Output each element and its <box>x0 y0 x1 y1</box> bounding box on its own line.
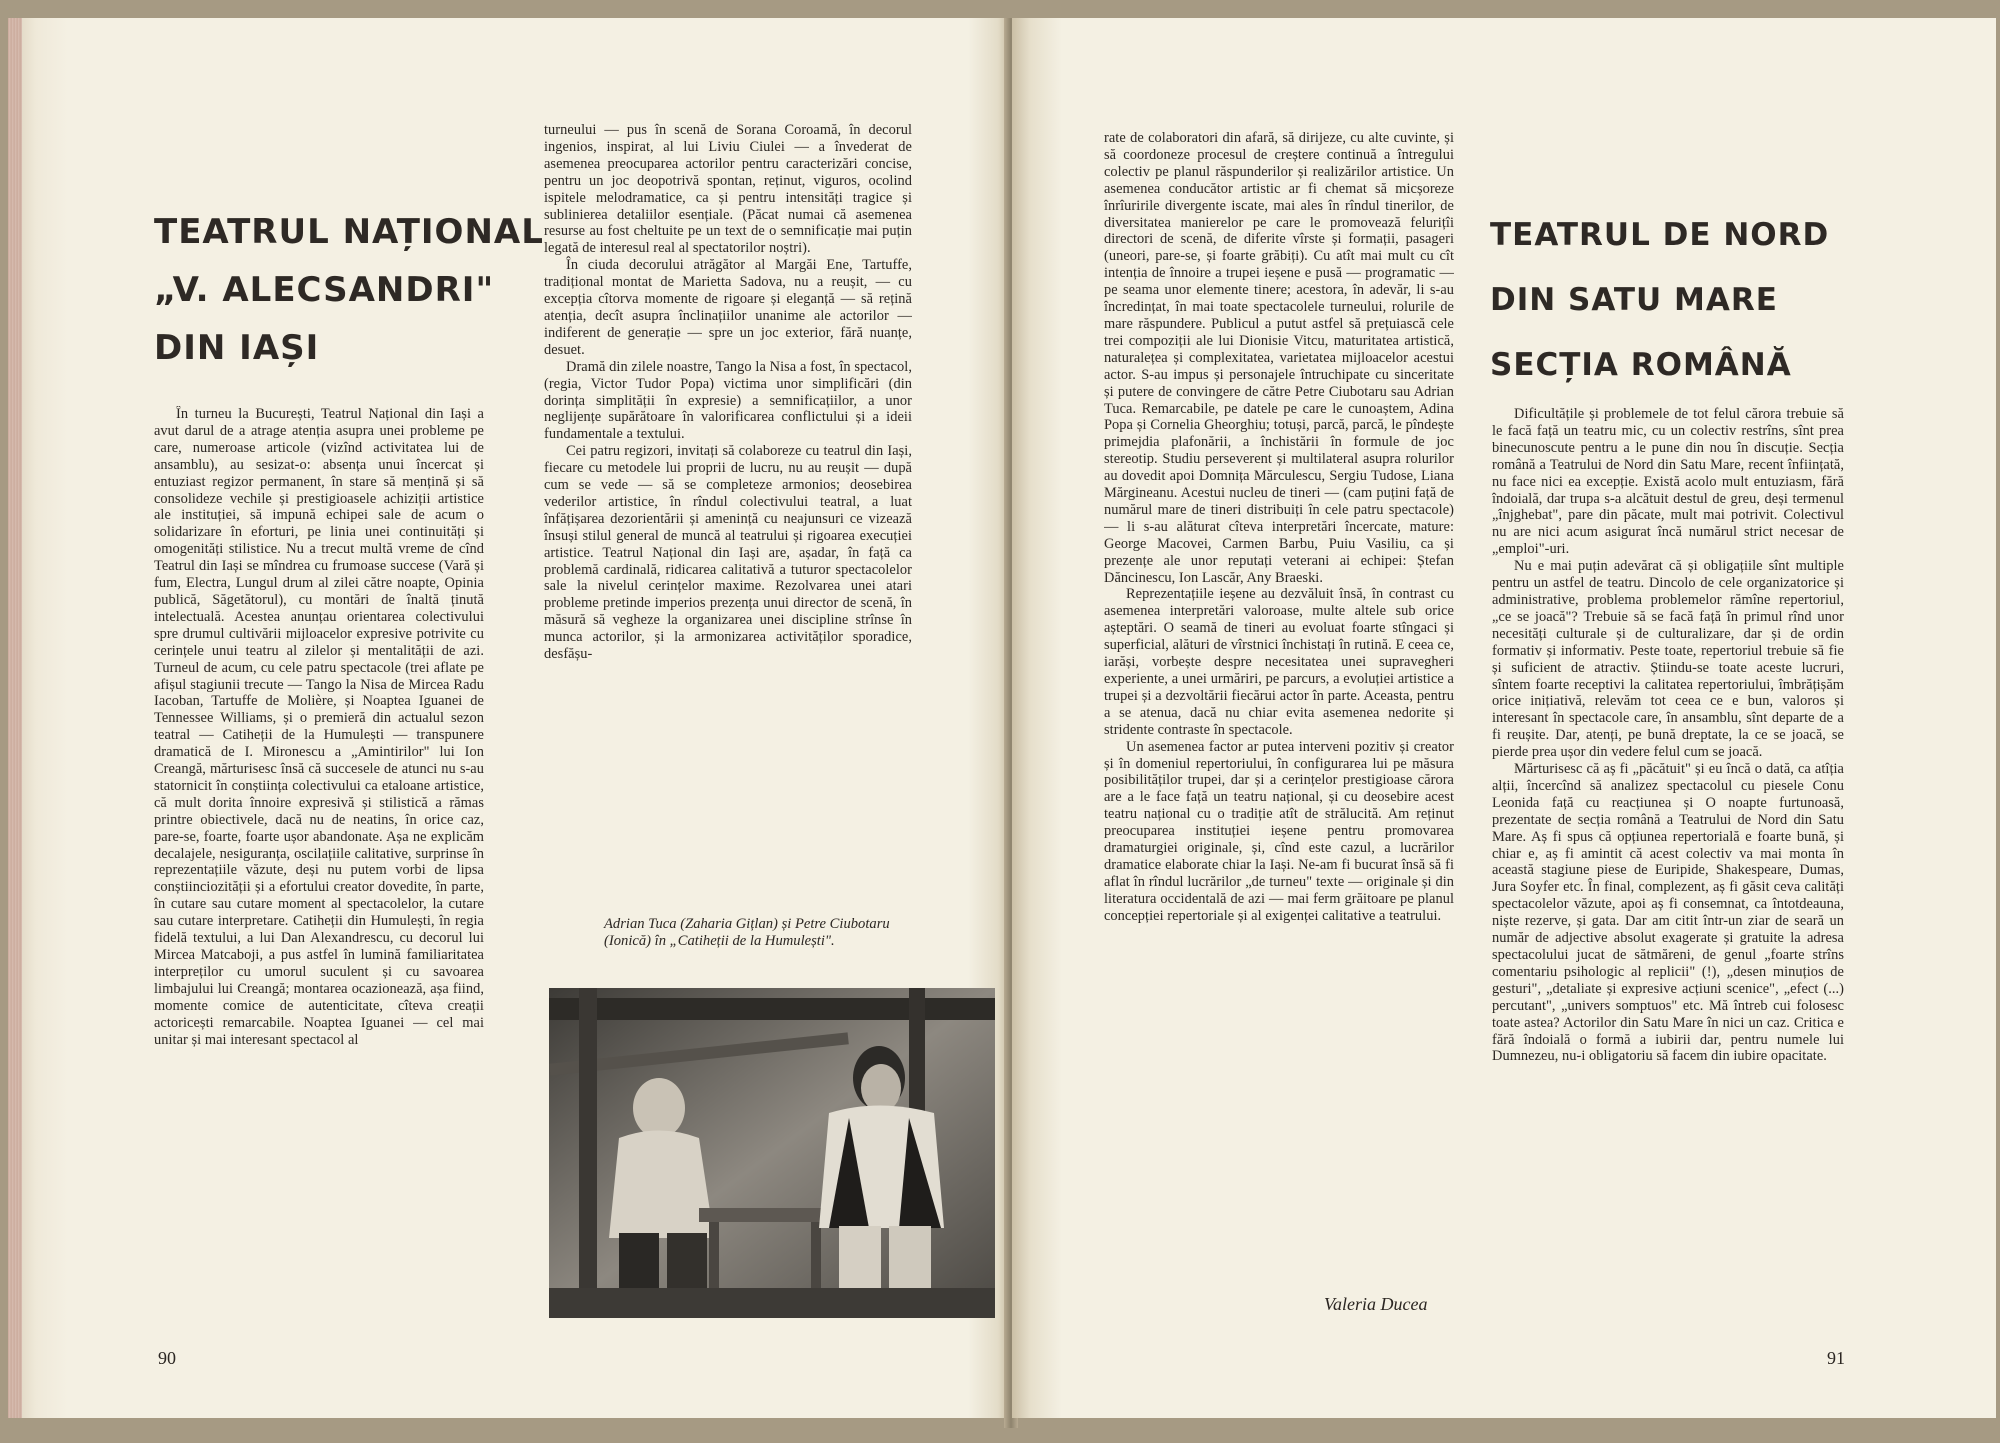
paragraph: Un asemenea factor ar putea interveni pozitiv și creator și în domeniul repertoriului, în configurarea lui pe măsura posibilităților trupei, dar și a cerințelor prestigioase cărora are a le face față un teatru național, și cu deosebire acest teatru național cu o tradiție atît de strălucită. Am reținut preocuparea instituției ieșene pentru promovarea dramaturgiei originale, și, cînd este cazul, a lucrărilor dramatice elaborate chiar la Iași. Ne-am fi bucurat însă să fi aflat în rîndul lucrărilor „de turneu" texte — originale și din literatura occidentală de azi — mai ferm grăitoare pe planul concepției repertoriale și al exigenței calitative a teatrului. <box>1104 738 1454 924</box>
page-edge <box>8 18 22 1418</box>
paragraph: În turneu la București, Teatrul Național din Iași a avut darul de a atrage atenția asupra unei probleme pe care, numeroase articole (vizînd activitatea lui de ansamblu), au sesizat-o: absența unui încercat și entuziast regizor permanent, în stare să mențină și să consolideze vechile și prestigioasele achiziții artistice ale instituției, să impună echipei sale de acum o solidarizare în eforturi, pe linia unei continuități și omogenități stilistice. Nu a trecut multă vreme de cînd Teatrul din Iași se mîndrea cu frumoase succese (Vară și fum, Electra, Lungul drum al zilei către noapte, Opinia publică, Săgetătorul), cu montări de înaltă ținută intelectuală. Acestea anunțau orientarea colectivului spre drumul cultivării mijloacelor expresive potrivite cu cerințele unui teatru al zilelor și mentalității de azi. Turneul de acum, cu cele patru spectacole (trei aflate pe afișul stagiunii trecute — Tango la Nisa de Mircea Radu Iacoban, Tartuffe de Molière, și Noaptea Iguanei de Tennessee Williams, și o premieră din actualul sezon teatral — Catiheții de la Humulești — transpunere dramatică de I. Mironescu a „Amintirilor" lui Ion Creangă, mărturisesc însă că succesele de atunci nu s-au statornicit în conștiința colectivului ca etaloane artistice, că mult dorita înnoire expresivă și stilistică a rămas printre obiectivele, dacă nu de neatins, în orice caz, pare-se, foarte, foarte ușor abandonate. Așa ne explicăm decalajele, nesiguranța, oscilațiile calitative, surprinse în reprezentațiile văzute, deși nu putem vorbi de lipsa conștiinciozității și a efortului creator dovedite, în parte, în cutare sau cutare moment al spectacolelor, la cutare sau cutare interpretare. Catiheții din Humulești, în regia fidelă textului, a lui Dan Alexandrescu, cu decorul lui Mircea Matcaboji, a pus astfel în lumină familiaritatea interpreților cu umorul suculent și cu savoarea limbajului lui Creangă; montarea ocazionează, așa fiind, momente comice de autenticitate, cîteva creații actoricești remarcabile. Noaptea Iguanei — cel mai unitar și mai interesant spectacol al <box>154 406 484 1048</box>
left-column-1 <box>154 406 484 1326</box>
paragraph: rate de colaboratori din afară, să dirijeze, cu alte cuvinte, și să coordoneze procesul de creștere continuă a întregului colectiv pe planul răspunderilor și realizărilor artistice. Un asemenea conducător artistic ar fi chemat să micșoreze înrîuririle divergente iscate, mai ales în rîndul tinerilor, de diversitatea manierelor pe care le promovează felurițîi directori de scenă, de diferite vîrste și formații, pasageri (uneori, pare-se, și foarte grăbiți). Cu atît mai mult cu cît intenția de înnoire a trupei ieșene e pusă — programatic — pe seama unor elemente tinere; acestora, în adevăr, li s-au încredințat, în mai toate spectacolele turneului, rolurile de mare răspundere. Publicul a putut astfel să prețuiască cele trei compoziții ale lui Dionisie Vitcu, maturitatea artistică, naturalețea și complexitatea, varietatea mijloacelor acestui actor. S-au impus și personajele întruchipate cu sinceritate și putere de convingere de către Petre Ciubotaru sau Adrian Tuca. Remarcabile, pe datele pe care le cunoaștem, Adina Popa și Cornelia Gheorghiu; totuși, parcă, parcă, le pîndește primejdia plafonării, a închistării în formule de joc stereotip. Studiu perseverent și multilateral asupra rolurilor au dovedit apoi Domnița Mărculescu, Sergiu Tudose, Liana Mărgineanu. Acestui nucleu de tineri — (cam puțini față de numărul mare de tineri distribuiți în cele patru spectacole) — li s-au alăturat cîteva interpretări încercate, mature: George Macovei, Carmen Barbu, Puiu Vasiliu, ca și prezențe ale unor reputați veterani ai echipei: Ștefan Dăncinescu, Ion Lascăr, Any Braeski. <box>1104 130 1454 586</box>
paragraph: Dramă din zilele noastre, Tango la Nisa a fost, în spectacol, (regia, Victor Tudor Popa) victima unor simplificări (din dorința simplității în expresie) a semnificațiilor, a unor neglijențe supărătoare în valorificarea conflictului și a ideii fundamentale a textului. <box>544 358 912 443</box>
paragraph: Reprezentațiile ieșene au dezvăluit însă, în contrast cu asemenea interpretări valoroase, multe altele sub orice așteptări. O seamă de tineri au evoluat foarte stîngaci și superficial, alături de vîrstnici închistați în rutină. E ceea ce, iarăși, vorbește despre necesitatea unei supravegheri experiente, a unei urmăriri, pe parcurs, a evoluției artistice a trupei și a dezvoltării fiecărui actor în parte. Aceasta, pentru a se atenua, dacă nu chiar evita asemenea nedorite și stridente contraste în spectacole. <box>1104 586 1454 738</box>
paragraph: Cei patru regizori, invitați să colaboreze cu teatrul din Iași, fiecare cu metodele lui proprii de lucru, nu au reușit — după cum se vede — să se completeze armonios; deosebirea vederilor artistice, în rîndul colectivului teatral, a luat înfățișarea dezorientării și amenință cu neajunsuri ce vizează însuși stilul general de muncă al teatrului și rigoarea execuției artistice. Teatrul Național din Iași are, așadar, în față ca problemă cardinală, ridicarea calitativă a tuturor spectacolelor sale la nivelul cerințelor maxime. Rezolvarea unei atari probleme pretinde imperios prezența unui director de scenă, în măsură să vegheze la organizarea unei discipline strînse în munca actorilor, și la armonizarea activităților sporadice, desfășu- <box>544 443 912 663</box>
right-column-2 <box>1492 406 1844 1328</box>
paragraph: turneului — pus în scenă de Sorana Coroamă, în decorul ingenios, inspirat, al lui Liviu Ciulei — a învederat de asemenea preocuparea actorilor pentru caracterizări concise, pentru un joc deopotrivă spontan, reținut, viguros, ocolind ispitele melodramatice, ca și pentru intensități tragice și sublinierea detaliilor esențiale. (Păcat numai că asemenea resurse au fost cheltuite pe un text de o semnificație mai puțin legată de interesul real al spectatorilor noștri). <box>544 122 912 257</box>
article-title-iasi <box>154 203 544 377</box>
title-line: DIN IAȘI <box>154 328 320 368</box>
paragraph: Nu e mai puțin adevărat că și obligațiile sînt multiple pentru un astfel de teatru. Dincolo de cele organizatorice și administrative, problema problemelor rămîne repertoriul, „ce se joacă"? Trebuie să se facă față în primul rînd unor necesități culturale și de culturalizare, dar și de ordin formativ și informativ. Peste toate, repertoriul trebuie să fie și suficient de atractiv. Știindu-se toate aceste lucruri, sîntem foarte receptivi la calitatea repertoriului, îmbrățișăm orice inițiativă, relevăm tot ceea ce e bun, valoros și interesant în spectacole care, în ansamblu, sînt departe de a fi reușite. Dar, atenți, pe bună dreptate, la ce se joacă, se pierde prea ușor din vedere felul cum se joacă. <box>1492 558 1844 761</box>
author-signature: Valeria Ducea <box>1324 1294 1428 1314</box>
paragraph: Mărturisesc că aș fi „păcătuit" și eu încă o dată, ca atîția alții, încercînd să analizez spectacolul cu piesele Conu Leonida față cu reacțiunea și O noapte furtunoasă, prezentate de secția română a Teatrului de Nord din Satu Mare. Aș fi spus că opțiunea repertorială e foarte bună, și chiar e, aș fi amintit că acest colectiv va mai monta în această stagiune piese de Euripide, Shakespeare, Dumas, Jura Soyfer etc. În final, complezent, aș fi găsit ceva calități spectacolelor văzute, apoi aș fi consemnat, ca întotdeauna, niște rezerve, și gata. Dar am citit într-un ziar de seară un număr de adjective absolut exagerate și gratuite la adresa spectacolului jucat de sătmăreni, de genul „foarte strîns comentariu psihologic al replicii" (!), „desen minuțios de gesturi", „detaliate și expresive acțiuni scenice", „efect (...) percutant", „univers somptuos" etc. Mă întreb cui folosesc toate astea? Actorilor din Satu Mare în nici un caz. Critica e fără îndoială o formă a iubirii dar, pentru numele lui Dumnezeu, nu-i obligatoriu să facem din iubire opacitate. <box>1492 761 1844 1065</box>
right-column-1 <box>1104 130 1454 1282</box>
title-line: TEATRUL NAȚIONAL <box>154 212 544 252</box>
paragraph: Dificultățile și problemele de tot felul cărora trebuie să le facă față un teatru mic, cu un colectiv restrîns, sînt prea binecunoscute pentru a le pune din nou în discuție. Secția română a Teatrului de Nord din Satu Mare, recent înființată, nu face nici ea excepție. Există acolo mult entuziasm, fără îndoială, dar trupa s-a alcătuit destul de greu, deși termenul „înjghebat", pare din păcate, mult mai potrivit. Colectivul nu are nici acum asigurat încă numărul strict necesar de „emploi"-uri. <box>1492 406 1844 558</box>
right-page <box>1012 18 1996 1418</box>
paragraph: În ciuda decorului atrăgător al Margăi Ene, Tartuffe, tradițional montat de Marietta Sadova, nu a reușit, — cu excepția cîtorva momente de rigoare și eleganță — să rețină atenția, decît asupra înclinațiilor unanime ale actorilor — indiferent de generație — spre un joc exterior, fără nuanțe, desuet. <box>544 257 912 358</box>
left-column-2 <box>544 122 912 894</box>
article-title-satu-mare <box>1490 203 1829 398</box>
title-line: „V. ALECSANDRI" <box>154 270 495 310</box>
page-number: 90 <box>158 1348 176 1368</box>
page-number: 91 <box>1827 1348 1845 1368</box>
theatre-photo <box>549 988 995 1318</box>
photo-caption: Adrian Tuca (Zaharia Gițlan) și Petre Ciubotaru (Ionică) în „Catiheții de la Humulești". <box>604 916 890 949</box>
left-page <box>8 18 1008 1418</box>
title-line: SECȚIA ROMÂNĂ <box>1490 347 1792 383</box>
title-line: TEATRUL DE NORD <box>1490 217 1830 253</box>
book-spread <box>8 18 1996 1428</box>
title-line: DIN SATU MARE <box>1490 282 1778 318</box>
photo-image <box>549 988 995 1318</box>
